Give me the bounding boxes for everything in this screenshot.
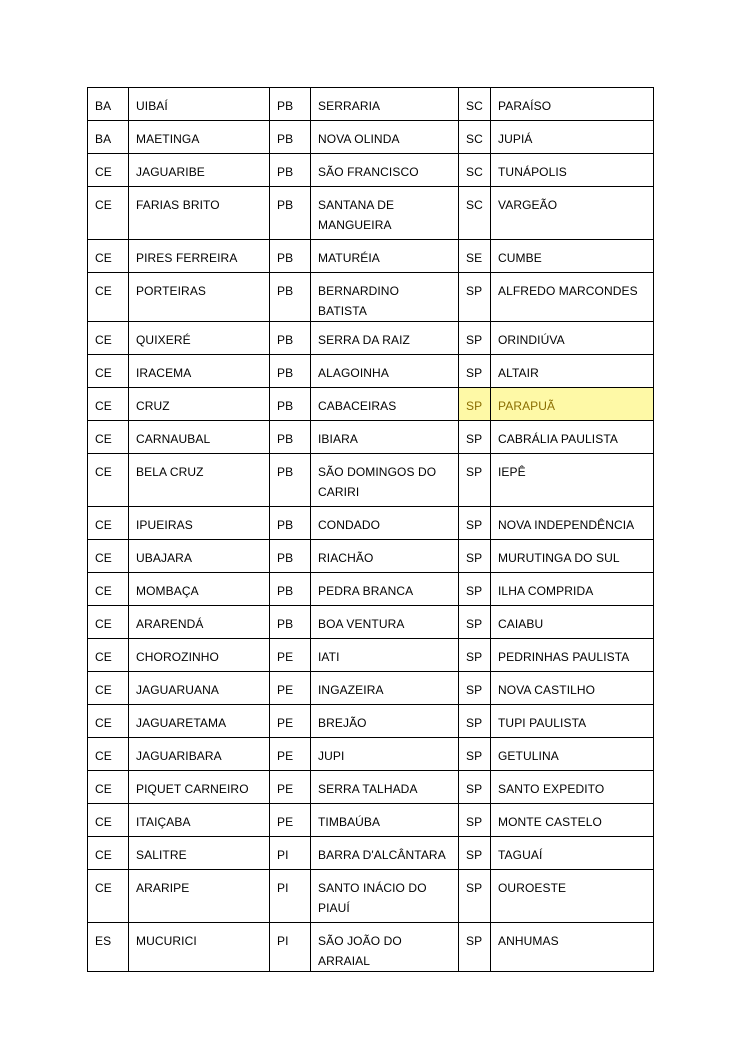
state-cell: SC <box>459 154 491 187</box>
state-cell: SP <box>459 273 491 322</box>
table-row <box>88 240 654 273</box>
municipality-cell: ARARENDÁ <box>129 606 270 639</box>
state-cell: PB <box>270 454 311 507</box>
state-cell: SP <box>459 388 491 421</box>
state-cell: SP <box>459 923 491 972</box>
municipality-cell: JAGUARIBARA <box>129 738 270 771</box>
municipality-cell: ORINDIÚVA <box>491 322 654 355</box>
table-row <box>88 273 654 322</box>
table-row <box>88 507 654 540</box>
state-cell: SP <box>459 355 491 388</box>
table-row <box>88 454 654 507</box>
state-cell: CE <box>88 322 129 355</box>
municipality-cell: ANHUMAS <box>491 923 654 972</box>
state-cell: BA <box>88 88 129 121</box>
municipality-cell: TUPI PAULISTA <box>491 705 654 738</box>
municipality-cell: SERRARIA <box>311 88 459 121</box>
municipality-cell: TUNÁPOLIS <box>491 154 654 187</box>
state-cell: CE <box>88 705 129 738</box>
state-cell: CE <box>88 672 129 705</box>
state-cell: SP <box>459 738 491 771</box>
municipality-cell: BELA CRUZ <box>129 454 270 507</box>
state-cell: PB <box>270 355 311 388</box>
state-cell: SP <box>459 804 491 837</box>
municipality-cell: TAGUAÍ <box>491 837 654 870</box>
municipality-cell: SANTO EXPEDITO <box>491 771 654 804</box>
state-cell: PI <box>270 923 311 972</box>
state-cell: PI <box>270 870 311 923</box>
table-row <box>88 355 654 388</box>
state-cell: PE <box>270 738 311 771</box>
municipality-cell: JAGUARETAMA <box>129 705 270 738</box>
table-row <box>88 837 654 870</box>
municipality-cell: PEDRA BRANCA <box>311 573 459 606</box>
municipality-cell: JAGUARIBE <box>129 154 270 187</box>
state-cell: PB <box>270 240 311 273</box>
state-cell: SP <box>459 573 491 606</box>
table-row <box>88 88 654 121</box>
state-cell: SP <box>459 322 491 355</box>
municipality-cell: GETULINA <box>491 738 654 771</box>
table-row <box>88 388 654 421</box>
state-cell: CE <box>88 804 129 837</box>
table-row <box>88 923 654 972</box>
state-cell: PB <box>270 322 311 355</box>
municipality-cell: MUCURICI <box>129 923 270 972</box>
state-cell: CE <box>88 540 129 573</box>
municipality-cell: CUMBE <box>491 240 654 273</box>
municipality-cell: BREJÃO <box>311 705 459 738</box>
municipality-cell: MOMBAÇA <box>129 573 270 606</box>
state-cell: PB <box>270 421 311 454</box>
municipality-cell: PIQUET CARNEIRO <box>129 771 270 804</box>
state-cell: CE <box>88 573 129 606</box>
table-body <box>88 88 654 972</box>
municipality-cell: ILHA COMPRIDA <box>491 573 654 606</box>
municipality-cell: SÃO DOMINGOS DO CARIRI <box>311 454 459 507</box>
municipality-cell: MATURÉIA <box>311 240 459 273</box>
state-cell: SP <box>459 639 491 672</box>
state-cell: PB <box>270 606 311 639</box>
state-cell: CE <box>88 870 129 923</box>
table-row <box>88 606 654 639</box>
state-cell: CE <box>88 187 129 240</box>
state-cell: SC <box>459 121 491 154</box>
municipality-cell: MURUTINGA DO SUL <box>491 540 654 573</box>
state-cell: SP <box>459 507 491 540</box>
table-row <box>88 738 654 771</box>
municipality-cell: JUPI <box>311 738 459 771</box>
state-cell: PB <box>270 273 311 322</box>
table-row <box>88 804 654 837</box>
municipality-cell: BARRA D'ALCÂNTARA <box>311 837 459 870</box>
state-cell: PB <box>270 154 311 187</box>
state-cell: CE <box>88 507 129 540</box>
table-row <box>88 672 654 705</box>
municipality-cell: BOA VENTURA <box>311 606 459 639</box>
municipality-cell: IRACEMA <box>129 355 270 388</box>
municipality-cell: QUIXERÉ <box>129 322 270 355</box>
municipality-cell: MONTE CASTELO <box>491 804 654 837</box>
state-cell: SP <box>459 705 491 738</box>
municipality-cell: IEPÊ <box>491 454 654 507</box>
municipality-table <box>87 87 654 972</box>
state-cell: BA <box>88 121 129 154</box>
municipality-cell: IATI <box>311 639 459 672</box>
state-cell: CE <box>88 738 129 771</box>
state-cell: SP <box>459 837 491 870</box>
state-cell: SP <box>459 870 491 923</box>
state-cell: PB <box>270 187 311 240</box>
municipality-cell: SÃO FRANCISCO <box>311 154 459 187</box>
municipality-cell: SÃO JOÃO DO ARRAIAL <box>311 923 459 972</box>
state-cell: PE <box>270 705 311 738</box>
municipality-cell: PIRES FERREIRA <box>129 240 270 273</box>
municipality-cell: SERRA TALHADA <box>311 771 459 804</box>
municipality-cell: ARARIPE <box>129 870 270 923</box>
municipality-cell: CONDADO <box>311 507 459 540</box>
municipality-cell: CRUZ <box>129 388 270 421</box>
state-cell: SC <box>459 187 491 240</box>
state-cell: PB <box>270 573 311 606</box>
table-row <box>88 870 654 923</box>
table-row <box>88 705 654 738</box>
state-cell: PI <box>270 837 311 870</box>
state-cell: PB <box>270 121 311 154</box>
state-cell: SP <box>459 540 491 573</box>
state-cell: SP <box>459 771 491 804</box>
state-cell: PB <box>270 88 311 121</box>
municipality-cell: ITAIÇABA <box>129 804 270 837</box>
municipality-cell: PARAPUÃ <box>491 388 654 421</box>
state-cell: SC <box>459 88 491 121</box>
state-cell: SE <box>459 240 491 273</box>
municipality-cell: SALITRE <box>129 837 270 870</box>
state-cell: CE <box>88 606 129 639</box>
municipality-cell: PARAÍSO <box>491 88 654 121</box>
municipality-cell: ALAGOINHA <box>311 355 459 388</box>
municipality-cell: SANTO INÁCIO DO PIAUÍ <box>311 870 459 923</box>
state-cell: CE <box>88 837 129 870</box>
table-row <box>88 573 654 606</box>
municipality-cell: PEDRINHAS PAULISTA <box>491 639 654 672</box>
municipality-cell: ALFREDO MARCONDES <box>491 273 654 322</box>
state-cell: SP <box>459 672 491 705</box>
state-cell: PE <box>270 771 311 804</box>
municipality-cell: CABACEIRAS <box>311 388 459 421</box>
municipality-cell: CHOROZINHO <box>129 639 270 672</box>
municipality-cell: TIMBAÚBA <box>311 804 459 837</box>
municipality-cell: NOVA INDEPENDÊNCIA <box>491 507 654 540</box>
state-cell: CE <box>88 454 129 507</box>
table-row <box>88 771 654 804</box>
state-cell: CE <box>88 154 129 187</box>
state-cell: CE <box>88 273 129 322</box>
state-cell: PE <box>270 672 311 705</box>
municipality-cell: SERRA DA RAIZ <box>311 322 459 355</box>
table-row <box>88 187 654 240</box>
municipality-cell: CAIABU <box>491 606 654 639</box>
state-cell: SP <box>459 454 491 507</box>
municipality-cell: MAETINGA <box>129 121 270 154</box>
municipality-cell: RIACHÃO <box>311 540 459 573</box>
municipality-cell: OUROESTE <box>491 870 654 923</box>
table-row <box>88 322 654 355</box>
municipality-cell: PORTEIRAS <box>129 273 270 322</box>
state-cell: CE <box>88 355 129 388</box>
state-cell: CE <box>88 240 129 273</box>
table-row <box>88 121 654 154</box>
municipality-cell: CABRÁLIA PAULISTA <box>491 421 654 454</box>
municipality-cell: UBAJARA <box>129 540 270 573</box>
state-cell: ES <box>88 923 129 972</box>
state-cell: CE <box>88 388 129 421</box>
municipality-cell: IBIARA <box>311 421 459 454</box>
municipality-cell: ALTAIR <box>491 355 654 388</box>
municipality-cell: VARGEÃO <box>491 187 654 240</box>
municipality-cell: FARIAS BRITO <box>129 187 270 240</box>
municipality-cell: CARNAUBAL <box>129 421 270 454</box>
state-cell: PB <box>270 540 311 573</box>
state-cell: SP <box>459 421 491 454</box>
municipality-cell: INGAZEIRA <box>311 672 459 705</box>
table-row <box>88 154 654 187</box>
municipality-cell: IPUEIRAS <box>129 507 270 540</box>
municipality-cell: NOVA CASTILHO <box>491 672 654 705</box>
state-cell: PE <box>270 804 311 837</box>
state-cell: PB <box>270 507 311 540</box>
municipality-cell: NOVA OLINDA <box>311 121 459 154</box>
state-cell: CE <box>88 639 129 672</box>
municipality-cell: JAGUARUANA <box>129 672 270 705</box>
state-cell: CE <box>88 421 129 454</box>
state-cell: CE <box>88 771 129 804</box>
municipality-cell: BERNARDINO BATISTA <box>311 273 459 322</box>
state-cell: PB <box>270 388 311 421</box>
municipality-cell: JUPIÁ <box>491 121 654 154</box>
municipality-cell: SANTANA DE MANGUEIRA <box>311 187 459 240</box>
state-cell: SP <box>459 606 491 639</box>
table-row <box>88 540 654 573</box>
table-row <box>88 421 654 454</box>
municipality-cell: UIBAÍ <box>129 88 270 121</box>
state-cell: PE <box>270 639 311 672</box>
table-row <box>88 639 654 672</box>
